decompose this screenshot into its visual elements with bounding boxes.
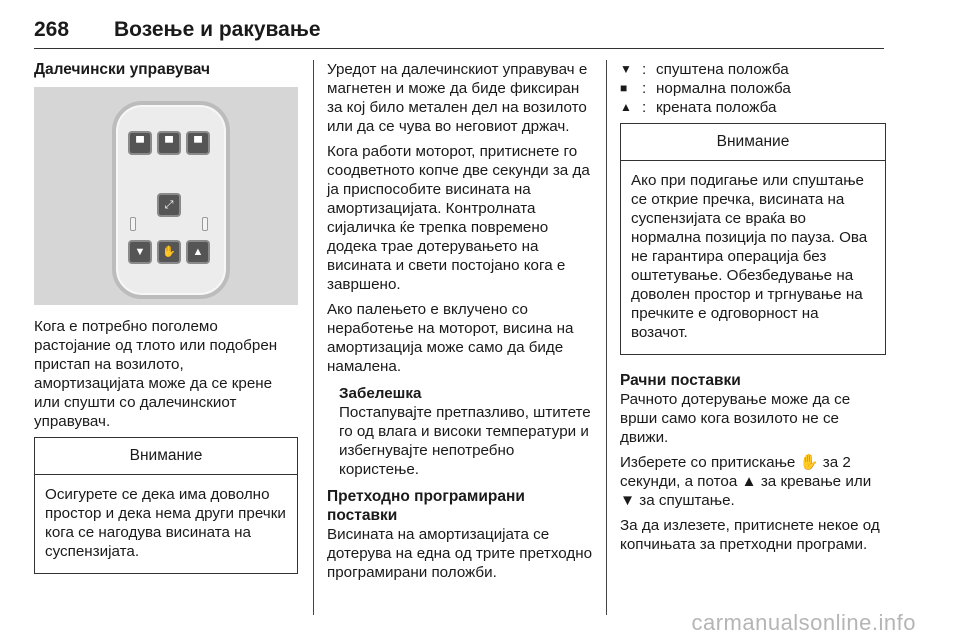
warning-heading: Внимание <box>621 124 885 161</box>
manual-paragraph-1: Рачното дотерување може да се врши само кога возилото не се движи. <box>620 391 851 446</box>
column-divider-2 <box>606 60 607 615</box>
indicator-right <box>202 217 208 231</box>
manual-paragraph-2: Изберете со притискање ✋ за 2 секунди, а потоа ▲ за кревање или ▼ за спуштање. <box>620 454 872 509</box>
paragraph-engine-running: Кога работи моторот, притиснете го соодветното копче две секунди за да ја приспособите висината на амортизацијата. Контролната сијаличка ќе трепка повремено додека трае дотерувањето на висината и свети постојано кога е завршено. <box>327 143 590 293</box>
warning-box <box>620 123 886 355</box>
down-arrow-icon: ▼ <box>620 492 636 509</box>
position-list <box>620 60 886 117</box>
intro-paragraph: Кога е потребно поголемо растојание од тлото или подобрен пристап на возилото, амортизацијата може да се крене или спушти со далечинскиот управувач. <box>34 318 278 430</box>
column-1 <box>34 60 298 574</box>
list-item: ▲ : кренатa положба <box>620 99 777 116</box>
up-arrow-icon: ▲ <box>186 240 210 264</box>
up-car-icon: ▀ <box>128 131 152 155</box>
manual-title: Рачни поставки <box>620 372 741 389</box>
note-title: Забелешка <box>339 385 422 402</box>
column-3 <box>620 60 886 560</box>
hand-icon: ✋ <box>799 454 819 471</box>
page-header <box>34 8 884 50</box>
up-arrow-icon: ▲ <box>741 473 757 490</box>
remote-control-body <box>112 101 230 299</box>
warning-body: Ако при подигање или спуштање се открие пречка, висината на суспензијата се враќа во нормална позиција по пауза. Ова не гарантира операција без оштетување. Обезбедување на доволен простор и тргнување на пречките е одговорност на возачот. <box>631 172 868 341</box>
indicator-left <box>130 217 136 231</box>
note-block <box>327 384 595 479</box>
car-normal-icon: ■ <box>620 81 628 95</box>
paragraph-ignition-on: Ако палењето е вклучено со неработење на моторот, висина на амортизација може само да биде намалена. <box>327 301 574 375</box>
normal-car-icon: ▀ <box>157 131 181 155</box>
memory-icon: ⤢ <box>157 193 181 217</box>
header-divider <box>34 48 884 49</box>
hand-icon: ✋ <box>157 240 181 264</box>
warning-heading: Внимание <box>35 438 297 475</box>
section-title: Далечински управувач <box>34 61 211 78</box>
list-item: ■ : нормална положба <box>620 80 791 97</box>
column-2 <box>327 60 595 588</box>
paragraph-magnetic: Уредот на далечинскиот управувач е магнетен и може да биде фиксиран за кој било метален дел на возилото или да се чува во неговиот држач. <box>327 61 588 135</box>
page-number: 268 <box>34 18 70 41</box>
down-car-icon: ▀ <box>186 131 210 155</box>
warning-box <box>34 437 298 574</box>
car-raised-icon: ▲ <box>620 100 632 114</box>
column-divider-1 <box>313 60 314 615</box>
warning-body: Осигурете се дека има доволно простор и дека нема други пречки кога се нагодува висината на суспензијата. <box>45 486 286 560</box>
list-item: ▼ : спуштена положба <box>620 61 789 78</box>
preset-title: Претходно програмирани поставки <box>327 488 525 524</box>
preset-body: Висината на амортизацијата се дотерува на една од трите претходно програмирани положби. <box>327 526 593 581</box>
watermark: carmanualsonline.info <box>691 610 916 635</box>
manual-paragraph-3: За да излезете, притиснете некое од копчињата за претходни програми. <box>620 517 880 553</box>
car-lowered-icon: ▼ <box>620 62 632 76</box>
chapter-title: Возење и ракување <box>114 18 321 41</box>
note-body: Постапувајте претпазливо, штитете го од влага и високи температури и избегнувајте непотребно користење. <box>339 404 591 478</box>
down-arrow-icon: ▼ <box>128 240 152 264</box>
remote-control-figure <box>34 87 298 305</box>
